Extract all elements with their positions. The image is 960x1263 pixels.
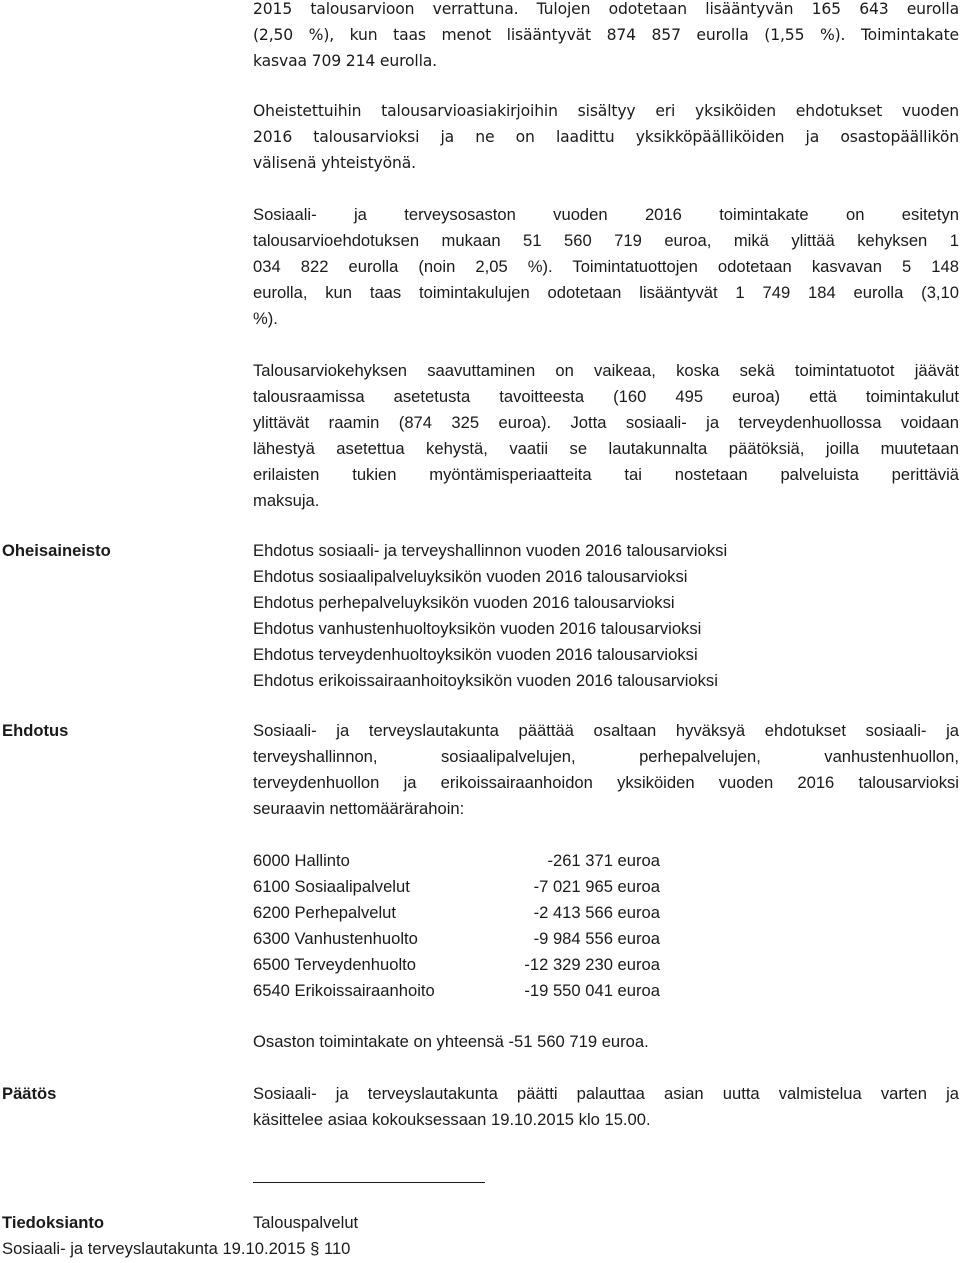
list-item: Ehdotus perhepalveluyksikön vuoden 2016 talousarvioksi <box>253 593 675 612</box>
list-item: Ehdotus sosiaalipalveluyksikön vuoden 2016 talousarvioksi <box>253 567 688 586</box>
amount-cell: -9 984 556 euroa <box>533 929 660 948</box>
list-item: Ehdotus erikoissairaanhoitoyksikön vuoden 2016 talousarvioksi <box>253 671 718 690</box>
text-line: talousraamissa asetetusta tavoitteesta (160 495 euroa) että toimintakulut <box>253 387 959 406</box>
text-line: %). <box>253 309 278 328</box>
list-item: Ehdotus sosiaali- ja terveyshallinnon vuoden 2016 talousarvioksi <box>253 541 728 560</box>
total-statement: Osaston toimintakate on yhteensä -51 560 719 euroa. <box>253 1032 649 1051</box>
amount-cell: -261 371 euroa <box>547 851 660 870</box>
signature-divider <box>253 1182 485 1183</box>
intro-paragraph-1 <box>253 0 959 74</box>
table-row <box>253 978 660 1004</box>
operating-margin-paragraph <box>253 202 959 332</box>
tiedoksianto-label: Tiedoksianto <box>2 1213 105 1232</box>
text-line: maksuja. <box>253 491 320 510</box>
text-line: Oheistettuihin talousarvioasiakirjoihin sisältyy eri yksiköiden ehdotukset vuoden <box>253 102 959 120</box>
text-line: lähestyä asetettua kehystä, vaatii se lautakunnalta päätöksiä, joilla muutetaan <box>253 439 959 458</box>
text-line: erilaisten tukien myöntämisperiaatteita tai nostetaan palveluista perittäviä <box>253 465 959 484</box>
text-line: (2,50 %), kun taas menot lisääntyvät 874 857 eurolla (1,55 %). Toimintakate <box>253 26 959 44</box>
table-row <box>253 900 660 926</box>
list-item: Ehdotus vanhustenhuoltoyksikön vuoden 2016 talousarvioksi <box>253 619 702 638</box>
unit-cell: 6100 Sosiaalipalvelut <box>253 877 410 896</box>
text-line: kasvaa 709 214 eurolla. <box>253 52 437 70</box>
tiedoksianto-value: Talouspalvelut <box>253 1213 359 1232</box>
unit-cell: 6000 Hallinto <box>253 851 350 870</box>
intro-paragraph-2 <box>253 98 959 176</box>
text-line: 2016 talousarvioksi ja ne on laadittu yksikköpäälliköiden ja osastopäällikön <box>253 128 959 146</box>
meeting-reference: Sosiaali- ja terveyslautakunta 19.10.2015 § 110 <box>2 1239 351 1258</box>
text-line: talousarvioehdotuksen mukaan 51 560 719 euroa, mikä ylittää kehyksen 1 <box>253 231 959 250</box>
amount-cell: -7 021 965 euroa <box>533 877 660 896</box>
text-line: seuraavin nettomäärärahoin: <box>253 799 465 818</box>
oheisaineisto-label: Oheisaineisto <box>2 541 111 560</box>
attachments-list <box>253 538 727 694</box>
unit-cell: 6500 Terveydenhuolto <box>253 955 416 974</box>
amount-cell: -2 413 566 euroa <box>533 903 660 922</box>
amount-cell: -19 550 041 euroa <box>524 981 660 1000</box>
paatos-label: Päätös <box>2 1084 57 1103</box>
unit-cell: 6200 Perhepalvelut <box>253 903 396 922</box>
text-line: terveydenhuollon ja erikoissairaanhoidon yksiköiden vuoden 2016 talousarvioksi <box>253 773 959 792</box>
table-row <box>253 926 660 952</box>
ehdotus-text <box>253 718 959 822</box>
list-item: Ehdotus terveydenhuoltoyksikön vuoden 2016 talousarvioksi <box>253 645 698 664</box>
table-row <box>253 874 660 900</box>
text-line: välisenä yhteistyönä. <box>253 154 416 172</box>
budget-frame-paragraph <box>253 358 959 514</box>
table-row <box>253 952 660 978</box>
text-line: 034 822 eurolla (noin 2,05 %). Toimintatuottojen odotetaan kasvavan 5 148 <box>253 257 959 276</box>
text-line: käsittelee asiaa kokouksessaan 19.10.2015 klo 15.00. <box>253 1110 651 1129</box>
text-line: eurolla, kun taas toimintakulujen odotetaan lisääntyvät 1 749 184 eurolla (3,10 <box>253 283 959 302</box>
table-row <box>253 848 660 874</box>
unit-cell: 6540 Erikoissairaanhoito <box>253 981 435 1000</box>
text-line: 2015 talousarvioon verrattuna. Tulojen odotetaan lisääntyvän 165 643 eurolla <box>253 0 959 18</box>
ehdotus-label: Ehdotus <box>2 721 69 740</box>
text-line: ylittävät raamin (874 325 euroa). Jotta sosiaali- ja terveydenhuollossa voidaan <box>253 413 959 432</box>
amount-cell: -12 329 230 euroa <box>524 955 660 974</box>
text-line: Sosiaali- ja terveysosaston vuoden 2016 toimintakate on esitetyn <box>253 205 959 224</box>
text-line: Talousarviokehyksen saavuttaminen on vaikeaa, koska sekä toimintatuotot jäävät <box>253 361 959 380</box>
paatos-text <box>253 1081 959 1133</box>
appropriations-table <box>253 848 660 1004</box>
text-line: terveyshallinnon, sosiaalipalvelujen, perhepalvelujen, vanhustenhuollon, <box>253 747 959 766</box>
text-line: Sosiaali- ja terveyslautakunta päätti palauttaa asian uutta valmistelua varten ja <box>253 1084 959 1103</box>
text-line: Sosiaali- ja terveyslautakunta päättää osaltaan hyväksyä ehdotukset sosiaali- ja <box>253 721 959 740</box>
unit-cell: 6300 Vanhustenhuolto <box>253 929 418 948</box>
